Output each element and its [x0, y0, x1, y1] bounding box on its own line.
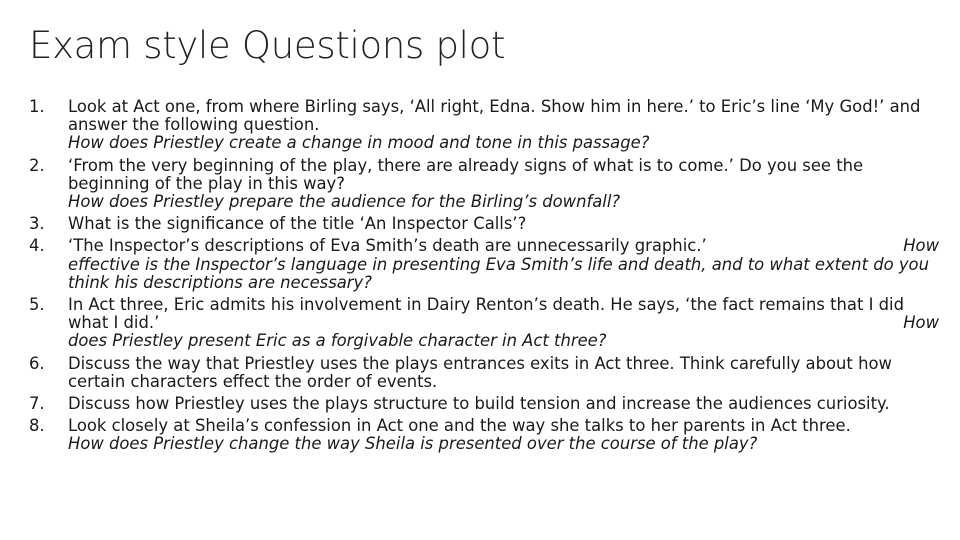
question-text: What is the significance of the title ‘An Inspector Calls’?: [68, 214, 527, 234]
question-italic: How does Priestley create a change in mood and tone in this passage?: [68, 133, 650, 153]
question-italic: How does Priestley prepare the audience for the Birling’s downfall?: [68, 192, 621, 212]
question-item: [29, 157, 939, 212]
question-number: 3.: [29, 214, 45, 234]
question-number: 2.: [29, 155, 45, 175]
question-item: [29, 355, 939, 391]
question-item: [29, 98, 939, 153]
question-item: [29, 395, 939, 413]
question-text: Look closely at Sheila’s confession in Act one and the way she talks to her parents in Act three.: [68, 416, 851, 436]
question-text: ‘From the very beginning of the play, there are already signs of what is to come.’ Do you see the beginning of the play in this way?: [68, 155, 864, 193]
question-item: [29, 296, 939, 351]
question-text: In Act three, Eric admits his involvement in Dairy Renton’s death. He says, ‘the fact remains that I did what I did.’: [68, 295, 905, 333]
questions-list: [29, 98, 939, 458]
question-number: 7.: [29, 394, 45, 414]
question-number: 6.: [29, 353, 45, 373]
question-number: 1.: [29, 97, 45, 116]
question-italic: How does Priestley change the way Sheila is presented over the course of the play?: [68, 434, 758, 454]
question-italic-inline: How: [903, 236, 939, 256]
question-text: Discuss how Priestley uses the plays structure to build tension and increase the audiences curiosity.: [68, 394, 890, 414]
question-item: [29, 215, 939, 233]
question-number: 5.: [29, 295, 45, 315]
question-text: Look at Act one, from where Birling says, ‘All right, Edna. Show him in here.’ to Eric’s line ‘My God!’ and answer the following question.: [68, 97, 921, 135]
question-item: [29, 417, 939, 453]
question-number: 4.: [29, 236, 45, 256]
slide-title: Exam style Questions plot: [29, 24, 506, 67]
question-text: ‘The Inspector’s descriptions of Eva Smith’s death are unnecessarily graphic.’: [68, 236, 707, 256]
question-text: Discuss the way that Priestley uses the plays entrances exits in Act three. Think carefully about how certain characters effect the order of events.: [68, 353, 892, 391]
question-italic-inline: How: [903, 313, 939, 333]
question-item: [29, 237, 939, 292]
question-italic: effective is the Inspector’s language in presenting Eva Smith’s life and death, and to what extent do you think his descriptions are necessary?: [68, 254, 929, 292]
question-number: 8.: [29, 416, 45, 436]
question-italic: does Priestley present Eric as a forgivable character in Act three?: [68, 331, 607, 351]
